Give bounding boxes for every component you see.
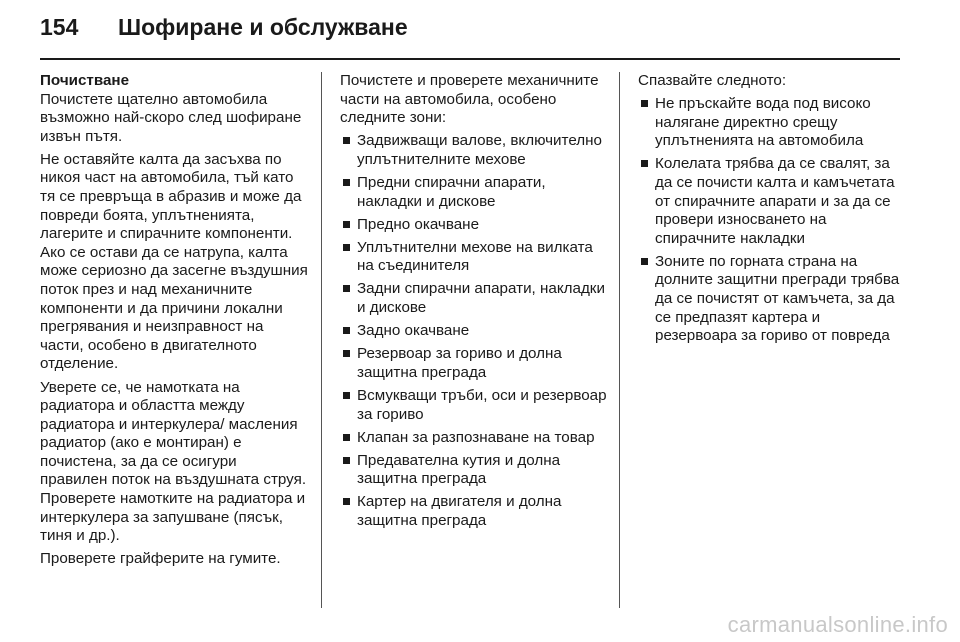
list-item-text: Задно окачване: [357, 322, 470, 340]
paragraph: Почистете щателно автомобила възможно най-скоро след шофиране извън пътя.: [40, 90, 302, 145]
list-item: [340, 493, 608, 530]
list-item: [340, 132, 608, 169]
list-item-text: Предавателна кутия и долна защитна преграда: [357, 451, 561, 488]
bullet-list: [340, 132, 608, 530]
square-bullet-icon: [343, 137, 350, 144]
paragraph: Почистете и проверете механичните части на автомобила, особено следните зони:: [340, 72, 599, 127]
list-item: [340, 452, 608, 489]
column-2: [340, 72, 608, 535]
page-number: 154: [40, 14, 79, 40]
list-item: [340, 216, 608, 235]
column-divider: [619, 72, 620, 608]
square-bullet-icon: [343, 434, 350, 441]
column-3: [638, 72, 904, 350]
list-item: [638, 253, 904, 346]
header-rule: [40, 58, 900, 60]
section-heading: Почистване: [40, 72, 130, 89]
square-bullet-icon: [343, 179, 350, 186]
list-item-text: Уплътнителни мехове на вилката на съединителя: [357, 238, 593, 275]
square-bullet-icon: [343, 498, 350, 505]
paragraph: Уверете се, че намотката на радиатора и областта между радиатора и интеркулера/ масления радиатор (ако е монтиран) е почистена, за да се осигури правилен поток на въздушната струя. Проверете намотките на радиатора и интеркулера за запушване (пясък, тиня и др.).: [40, 378, 307, 545]
list-item: [340, 280, 608, 317]
square-bullet-icon: [343, 350, 350, 357]
square-bullet-icon: [343, 327, 350, 334]
list-item: [340, 174, 608, 211]
square-bullet-icon: [641, 258, 648, 265]
bullet-list: [638, 95, 904, 346]
list-item-text: Задвижващи валове, включително уплътнителните мехове: [357, 132, 602, 168]
square-bullet-icon: [641, 100, 648, 107]
watermark: carmanualsonline.info: [727, 612, 948, 637]
square-bullet-icon: [641, 160, 648, 167]
square-bullet-icon: [343, 392, 350, 399]
list-item-text: Предни спирачни апарати, накладки и дискове: [357, 173, 546, 210]
paragraph: Не оставяйте калта да засъхва по никоя част на автомобила, тъй като тя се превръща в абразив и може да повреди боята, уплътненията, лагерите и спирачните компоненти. Ако се остави да се натрупа, калта може сериозно да засегне въздушния поток през и над механичните компоненти и да причини локални прегрявания и неизправност на части, особено в двигателното отделение.: [40, 150, 308, 373]
column-divider: [321, 72, 322, 608]
list-item-text: Задни спирачни апарати, накладки и дискове: [357, 280, 605, 317]
page-title: Шофиране и обслужване: [118, 14, 408, 40]
list-item-text: Всмукващи тръби, оси и резервоар за гориво: [357, 386, 607, 423]
paragraph: Спазвайте следното:: [638, 72, 787, 89]
list-item: [340, 387, 608, 424]
list-item: [340, 239, 608, 276]
list-item-text: Предно окачване: [357, 215, 480, 233]
square-bullet-icon: [343, 221, 350, 228]
list-item: [340, 322, 608, 341]
list-item-text: Колелата трябва да се свалят, за да се почисти калта и камъчетата от спирачните апарати и за да се провери износването на спирачните накладки: [655, 155, 895, 247]
paragraph: Проверете грайферите на гумите.: [40, 550, 281, 568]
list-item-text: Не пръскайте вода под високо налягане директно срещу уплътненията на автомобила: [655, 95, 871, 150]
list-item: [638, 95, 904, 151]
square-bullet-icon: [343, 457, 350, 464]
page-header: [40, 14, 408, 54]
list-item: [638, 155, 904, 248]
list-item-text: Клапан за разпознаване на товар: [357, 428, 595, 446]
list-item: [340, 345, 608, 382]
column-1: [40, 72, 308, 573]
list-item-text: Зоните по горната страна на долните защитни прегради трябва да се почистят от камъчета, за да се предпазят картера и резервоара за гориво от повреда: [655, 252, 900, 345]
square-bullet-icon: [343, 285, 350, 292]
square-bullet-icon: [343, 244, 350, 251]
list-item-text: Картер на двигателя и долна защитна преграда: [357, 493, 562, 529]
list-item-text: Резервоар за гориво и долна защитна преграда: [357, 345, 562, 381]
list-item: [340, 429, 608, 448]
